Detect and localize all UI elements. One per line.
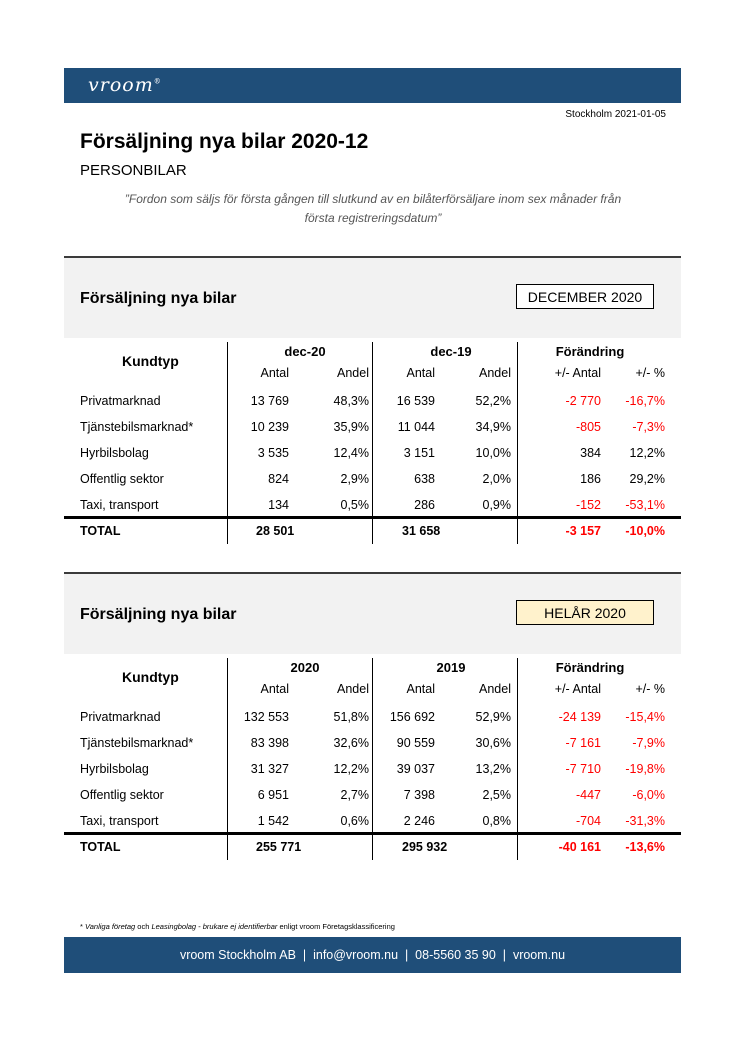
- cell-antal-current: 6 951: [257, 788, 289, 802]
- cell-antal-current: 132 553: [243, 710, 289, 724]
- cell-andel-current: 0,5%: [340, 498, 369, 512]
- cell-andel-previous: 30,6%: [475, 736, 511, 750]
- sub-header: +/- Antal: [554, 366, 601, 380]
- row-label: Privatmarknad: [80, 710, 161, 724]
- cell-andel-current: 32,6%: [333, 736, 369, 750]
- row-label: Tjänstebilsmarknad*: [80, 736, 194, 750]
- row-label: Taxi, transport: [80, 498, 159, 512]
- cell-change-percent: -53,1%: [625, 498, 665, 512]
- column-divider: [517, 658, 518, 860]
- vroom-logo: vroom®: [88, 74, 162, 96]
- row-label: Hyrbilsbolag: [80, 446, 149, 460]
- cell-change-antal: -447: [575, 788, 601, 802]
- cell-total-change-percent: -10,0%: [625, 524, 665, 538]
- cell-change-percent: -19,8%: [625, 762, 665, 776]
- cell-change-antal: -152: [575, 498, 601, 512]
- section-title: Försäljning nya bilar: [80, 290, 237, 307]
- cell-antal-current: 3 535: [257, 446, 289, 460]
- footer-bar: vroom Stockholm AB | info@vroom.nu | 08-5560 35 90 | vroom.nu: [64, 937, 681, 973]
- group-header: 2019: [436, 660, 466, 675]
- cell-antal-previous: 7 398: [403, 788, 435, 802]
- page-subtitle: PERSONBILAR: [80, 162, 187, 179]
- cell-andel-previous: 34,9%: [475, 420, 511, 434]
- cell-andel-current: 12,4%: [333, 446, 369, 460]
- cell-antal-current: 824: [268, 472, 289, 486]
- cell-andel-current: 35,9%: [333, 420, 369, 434]
- cell-total-change-antal: -40 161: [558, 840, 601, 854]
- cell-antal-current: 10 239: [250, 420, 289, 434]
- group-header: 2020: [290, 660, 320, 675]
- cell-antal-previous: 11 044: [397, 420, 435, 434]
- row-label: Privatmarknad: [80, 394, 161, 408]
- cell-antal-previous: 90 559: [396, 736, 435, 750]
- cell-antal-previous: 3 151: [403, 446, 435, 460]
- cell-andel-previous: 52,9%: [475, 710, 511, 724]
- cell-change-antal: -704: [575, 814, 601, 828]
- cell-change-percent: -16,7%: [625, 394, 665, 408]
- sub-header: Andel: [479, 682, 511, 696]
- cell-andel-current: 2,9%: [340, 472, 369, 486]
- cell-andel-current: 12,2%: [333, 762, 369, 776]
- cell-andel-current: 48,3%: [333, 394, 369, 408]
- column-divider: [517, 342, 518, 544]
- cell-antal-current: 1 542: [257, 814, 289, 828]
- cell-change-antal: -7 161: [565, 736, 601, 750]
- row-label: TOTAL: [80, 840, 121, 854]
- cell-total-change-percent: -13,6%: [625, 840, 665, 854]
- section-header-fullyear: [64, 572, 681, 654]
- column-divider: [372, 342, 373, 544]
- group-header: Förändring: [555, 660, 625, 675]
- cell-total-previous: 31 658: [402, 524, 441, 538]
- sub-header: Antal: [260, 682, 289, 696]
- sub-header: Antal: [406, 682, 435, 696]
- group-header: Förändring: [555, 344, 625, 359]
- cell-andel-previous: 52,2%: [475, 394, 511, 408]
- cell-change-percent: -7,9%: [632, 736, 665, 750]
- section-title: Försäljning nya bilar: [80, 606, 237, 623]
- cell-antal-current: 134: [268, 498, 289, 512]
- cell-andel-previous: 0,9%: [482, 498, 511, 512]
- sales-table-december: [64, 338, 681, 544]
- sub-header: Andel: [479, 366, 511, 380]
- cell-antal-previous: 2 246: [403, 814, 435, 828]
- cell-antal-current: 31 327: [250, 762, 289, 776]
- cell-change-antal: -7 710: [565, 762, 601, 776]
- cell-change-antal: 186: [580, 472, 601, 486]
- cell-total-current: 255 771: [256, 840, 302, 854]
- total-divider: [64, 832, 681, 835]
- row-label: Tjänstebilsmarknad*: [80, 420, 194, 434]
- footnote: * Vanliga företag och Leasingbolag - brukare ej identifierbar enligt vroom Företagsklassificering: [80, 922, 395, 931]
- cell-change-percent: -31,3%: [625, 814, 665, 828]
- cell-change-antal: 384: [580, 446, 601, 460]
- sub-header: +/- Antal: [554, 682, 601, 696]
- cell-change-percent: -7,3%: [632, 420, 665, 434]
- sub-header: Antal: [260, 366, 289, 380]
- cell-change-percent: 12,2%: [629, 446, 665, 460]
- sub-header: +/- %: [635, 682, 665, 696]
- cell-antal-current: 13 769: [250, 394, 289, 408]
- column-divider: [372, 658, 373, 860]
- group-header: dec-20: [284, 344, 326, 359]
- cell-andel-previous: 10,0%: [475, 446, 511, 460]
- cell-andel-previous: 13,2%: [475, 762, 511, 776]
- row-label: Taxi, transport: [80, 814, 159, 828]
- cell-antal-current: 83 398: [250, 736, 289, 750]
- sales-table-fullyear: [64, 654, 681, 860]
- column-divider: [227, 342, 228, 544]
- sub-header: Antal: [406, 366, 435, 380]
- cell-change-antal: -805: [575, 420, 601, 434]
- cell-antal-previous: 39 037: [396, 762, 435, 776]
- row-label: Hyrbilsbolag: [80, 762, 149, 776]
- total-divider: [64, 516, 681, 519]
- cell-andel-previous: 0,8%: [482, 814, 511, 828]
- period-box: DECEMBER 2020: [516, 284, 654, 309]
- group-header: dec-19: [430, 344, 472, 359]
- page-title: Försäljning nya bilar 2020-12: [80, 130, 369, 153]
- sub-header: +/- %: [635, 366, 665, 380]
- cell-change-percent: -15,4%: [625, 710, 665, 724]
- cell-antal-previous: 16 539: [396, 394, 435, 408]
- cell-antal-previous: 286: [414, 498, 435, 512]
- cell-change-percent: 29,2%: [629, 472, 665, 486]
- cell-andel-previous: 2,0%: [482, 472, 511, 486]
- cell-total-previous: 295 932: [402, 840, 448, 854]
- definition-quote: ”Fordon som säljs för första gången till slutkund av en bilåterförsäljare inom sex månader från första registreringsdatum”: [124, 192, 622, 225]
- cell-andel-current: 0,6%: [340, 814, 369, 828]
- cell-antal-previous: 638: [414, 472, 435, 486]
- column-header-kundtyp: Kundtyp: [122, 353, 179, 369]
- cell-change-antal: -24 139: [558, 710, 601, 724]
- cell-total-current: 28 501: [256, 524, 295, 538]
- sub-header: Andel: [337, 366, 369, 380]
- cell-total-change-antal: -3 157: [565, 524, 601, 538]
- cell-change-antal: -2 770: [565, 394, 601, 408]
- section-header-december: [64, 256, 681, 338]
- column-divider: [227, 658, 228, 860]
- period-box: HELÅR 2020: [516, 600, 654, 625]
- cell-andel-current: 2,7%: [340, 788, 369, 802]
- cell-antal-previous: 156 692: [389, 710, 435, 724]
- row-label: TOTAL: [80, 524, 121, 538]
- row-label: Offentlig sektor: [80, 788, 164, 802]
- cell-change-percent: -6,0%: [632, 788, 665, 802]
- column-header-kundtyp: Kundtyp: [122, 669, 179, 685]
- document-date: Stockholm 2021-01-05: [565, 109, 666, 120]
- cell-andel-previous: 2,5%: [482, 788, 511, 802]
- cell-andel-current: 51,8%: [333, 710, 369, 724]
- sub-header: Andel: [337, 682, 369, 696]
- header-bar: [64, 68, 681, 103]
- row-label: Offentlig sektor: [80, 472, 164, 486]
